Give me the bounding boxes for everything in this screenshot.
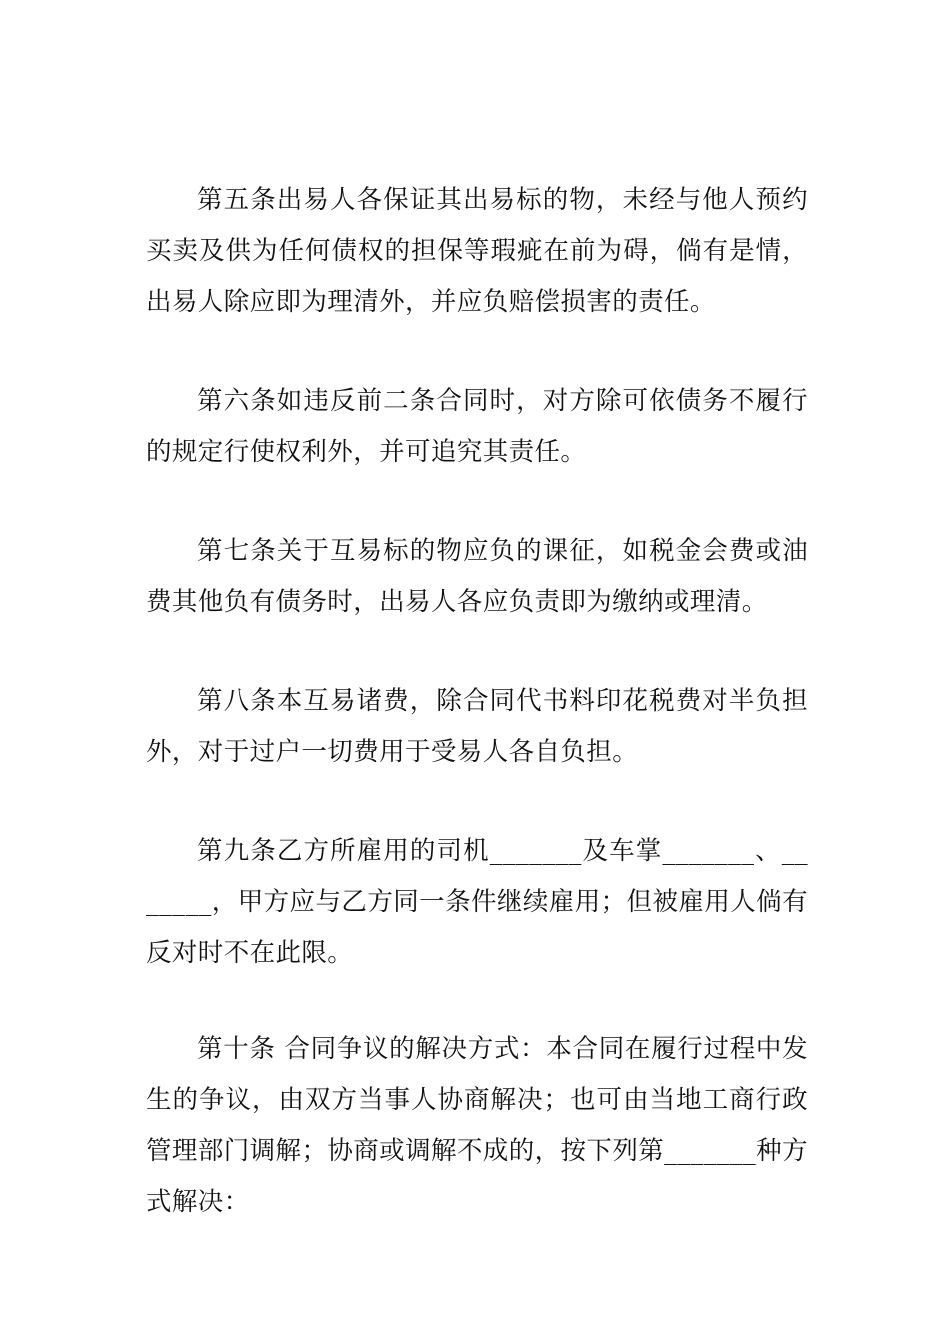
article-5-paragraph: 第五条出易人各保证其出易标的物，未经与他人预约买卖及供为任何债权的担保等瑕疵在前为碍，倘有是情，出易人除应即为理清外，并应负赔偿损害的责任。: [146, 185, 808, 317]
article-10-paragraph: 第十条 合同争议的解决方式：本合同在履行过程中发生的争议，由双方当事人协商解决；也可由当地工商行政管理部门调解；协商或调解不成的，按下列第_______种方式解决：: [146, 1034, 808, 1217]
article-8-paragraph: 第八条本互易诸费，除合同代书料印花税费对半负担外，对于过户一切费用于受易人各自负担。: [146, 686, 808, 767]
article-7-paragraph: 第七条关于互易标的物应负的课征，如税金会费或油费其他负有债务时，出易人各应负责即为缴纳或理清。: [146, 536, 808, 617]
article-9-paragraph: 第九条乙方所雇用的司机_______及车掌_______、_______，甲方应与乙方同一条件继续雇用；但被雇用人倘有反对时不在此限。: [146, 836, 808, 968]
article-6-paragraph: 第六条如违反前二条合同时，对方除可依债务不履行的规定行使权利外，并可追究其责任。: [146, 386, 808, 467]
